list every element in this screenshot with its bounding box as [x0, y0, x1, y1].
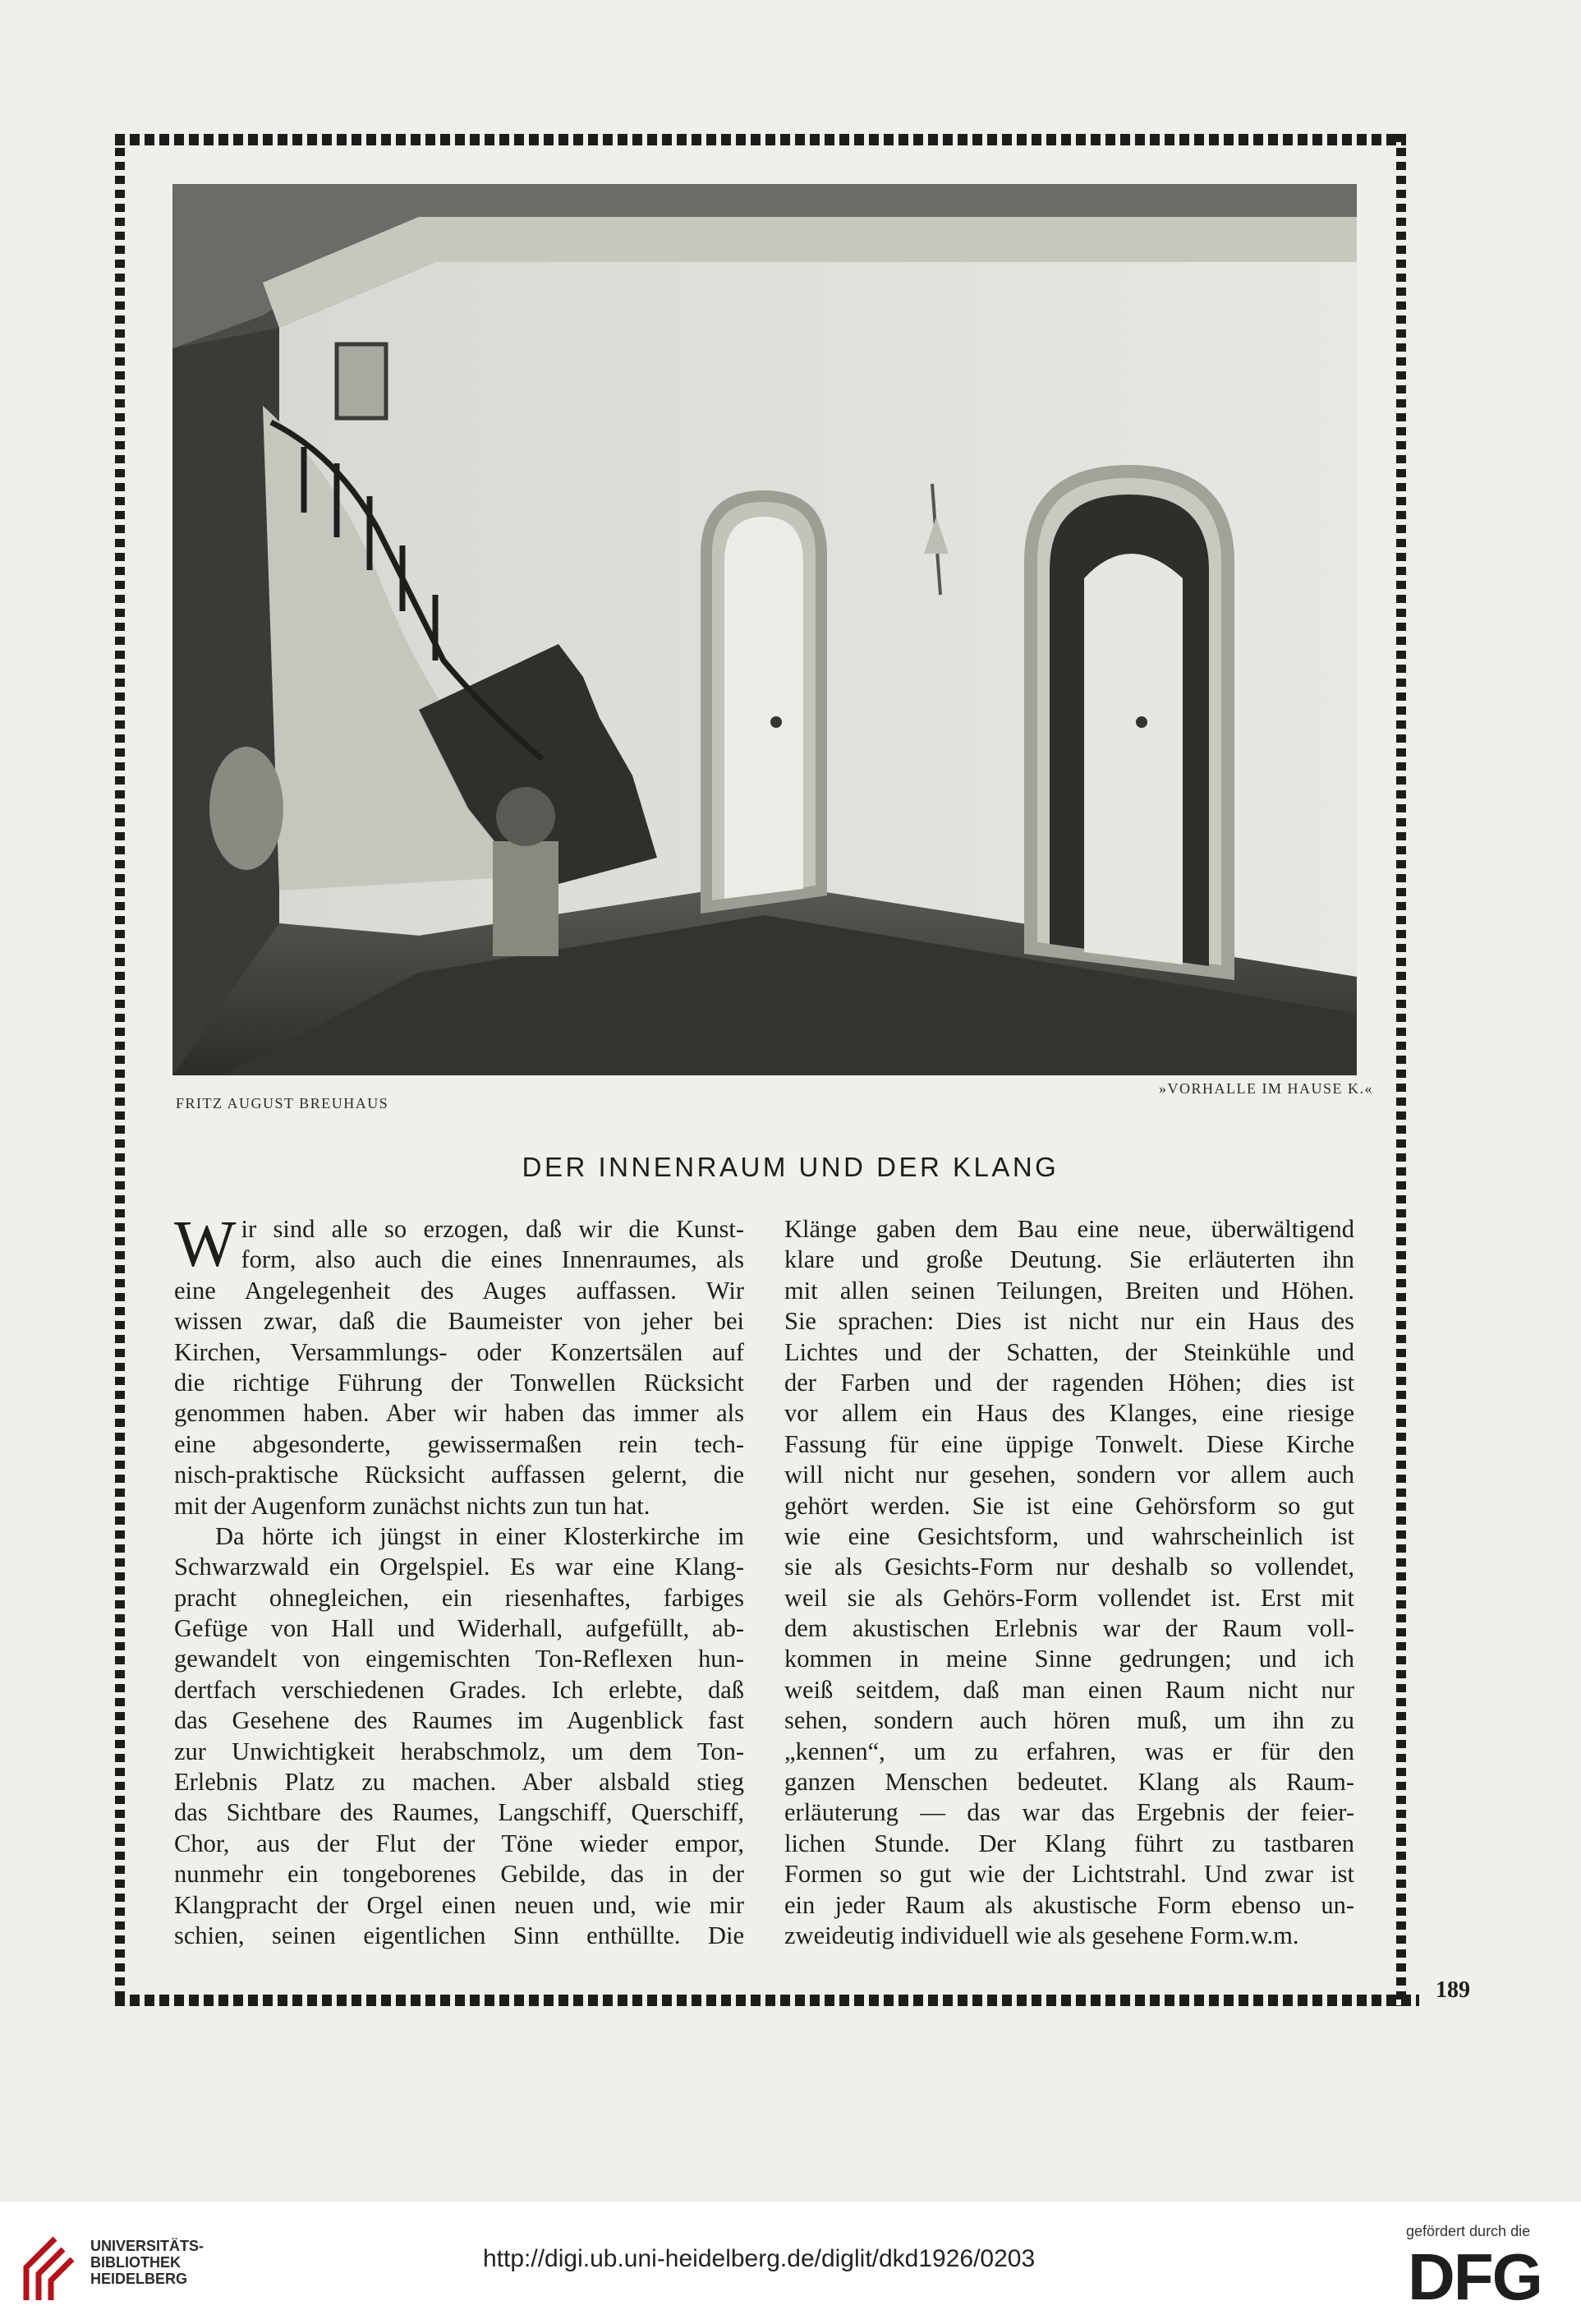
text-line: die richtige Führung der Tonwellen Rücksicht: [174, 1368, 744, 1397]
university-library-name: [90, 2238, 204, 2287]
text-line: gehört werden. Sie ist eine Gehörsform so gut: [784, 1491, 1354, 1520]
text-line: gewandelt von eingemischten Ton-Reflexen hun-: [174, 1645, 744, 1673]
text-line: wissen zwar, daß die Baumeister von jeher bei: [174, 1307, 744, 1336]
text-line: klare und große Deutung. Sie erläuterten ihn: [784, 1245, 1354, 1274]
text-line: Erlebnis Platz zu machen. Aber alsbald stieg: [174, 1768, 744, 1797]
library-line: HEIDELBERG: [90, 2271, 188, 2287]
text-line: Formen so gut wie der Lichtstrahl. Und zwar ist: [784, 1860, 1354, 1889]
page-number: 189: [1436, 1977, 1470, 2003]
text-line: sehen, sondern auch hören muß, um ihn zu: [784, 1706, 1354, 1735]
text-line: weil sie als Gehörs-Form vollendet ist. Erst mit: [784, 1583, 1354, 1612]
text-line: wie eine Gesichtsform, und wahrscheinlich ist: [784, 1521, 1354, 1550]
text-line: das Gesehene des Raumes im Augenblick fast: [174, 1706, 744, 1735]
hallway-photograph: [172, 184, 1357, 1075]
library-line: BIBLIOTHEK: [90, 2254, 181, 2271]
frame-left: [115, 134, 125, 2006]
text-line: ir sind alle so erzogen, daß wir die Kunst-: [241, 1215, 744, 1243]
text-line: erläuterung — das war das Ergebnis der feier-: [784, 1798, 1354, 1827]
text-line: genommen haben. Aber wir haben das immer als: [174, 1399, 744, 1428]
drop-cap: W: [174, 1208, 237, 1281]
text-line: sie als Gesichts-Form nur deshalb so vollendet,: [784, 1553, 1354, 1581]
text-line: zur Unwichtigkeit herabschmolz, um dem Ton-: [174, 1737, 744, 1765]
dfg-logo[interactable]: DFG: [1408, 2240, 1542, 2313]
right-column: [784, 1214, 1354, 1951]
funding-note: gefördert durch die: [1406, 2223, 1531, 2239]
text-line: zweideutig individuell wie als gesehene Form.w.m.: [784, 1921, 1299, 1949]
frame-top: [115, 134, 1406, 145]
article-title: DER INNENRAUM UND DER KLANG: [522, 1152, 1059, 1182]
text-line: Fassung für eine üppige Tonwelt. Diese Kirche: [784, 1429, 1354, 1458]
frame-bottom: [115, 1995, 1419, 2006]
text-line: Sie sprachen: Dies ist nicht nur ein Haus des: [784, 1307, 1354, 1336]
photo-title: »VORHALLE IM HAUSE K.«: [1159, 1080, 1373, 1097]
text-line: der Farben und der ragenden Höhen; dies ist: [784, 1368, 1354, 1397]
text-line: Lichtes und der Schatten, der Steinkühle und: [784, 1337, 1354, 1366]
text-line: Klangpracht der Orgel einen neuen und, wie mir: [174, 1890, 744, 1919]
text-line: lichen Stunde. Der Klang führt zu tastbaren: [784, 1829, 1354, 1857]
text-line: mit der Augenform zunächst nichts zun tun hat.: [174, 1491, 650, 1520]
text-line: eine Angelegenheit des Auges auffassen. Wir: [174, 1276, 744, 1305]
text-line: Gefüge von Hall und Widerhall, aufgefüllt, ab-: [174, 1614, 744, 1643]
text-line: pracht ohnegleichen, ein riesenhaftes, farbiges: [174, 1583, 744, 1612]
photograph-icon: [172, 184, 1357, 1075]
text-line: Klänge gaben dem Bau eine neue, überwältigend: [784, 1215, 1354, 1243]
text-line: kommen in meine Sinne gedrungen; und ich: [784, 1645, 1354, 1673]
text-line: eine abgesonderte, gewissermaßen rein tech-: [174, 1429, 744, 1458]
text-line: nunmehr ein tongeborenes Gebilde, das in der: [174, 1860, 744, 1889]
text-line: Chor, aus der Flut der Töne wieder empor,: [174, 1829, 744, 1857]
library-line: UNIVERSITÄTS-: [90, 2238, 205, 2254]
photo-credit: FRITZ AUGUST BREUHAUS: [176, 1095, 389, 1111]
text-line: mit allen seinen Teilungen, Breiten und Höhen.: [784, 1276, 1354, 1305]
frame-right: [1396, 134, 1406, 2006]
text-line: dem akustischen Erlebnis war der Raum voll-: [784, 1614, 1354, 1643]
text-line: „kennen“, um zu erfahren, was er für den: [784, 1737, 1354, 1765]
text-line: schien, seinen eigentlichen Sinn enthüllte. Die: [174, 1921, 744, 1949]
text-line: dertfach verschiedenen Grades. Ich erlebte, daß: [174, 1675, 744, 1704]
text-line: weiß seitdem, daß man einen Raum nicht nur: [784, 1675, 1354, 1704]
text-line: Kirchen, Versammlungs- oder Konzertsälen auf: [174, 1337, 744, 1366]
university-library-logo-icon[interactable]: [18, 2226, 82, 2312]
text-line: form, also auch die eines Innenraumes, als: [241, 1245, 744, 1274]
text-line: das Sichtbare des Raumes, Langschiff, Querschiff,: [174, 1798, 744, 1827]
text-line: Da hörte ich jüngst in einer Klosterkirche im: [215, 1521, 744, 1550]
permalink-url[interactable]: http://digi.ub.uni-heidelberg.de/diglit/dkd1926/0203: [483, 2245, 1036, 2272]
left-column: [174, 1208, 744, 1951]
text-line: ein jeder Raum als akustische Form ebenso un-: [784, 1890, 1354, 1919]
text-line: will nicht nur gesehen, sondern vor allem auch: [784, 1461, 1354, 1489]
text-line: vor allem ein Haus des Klanges, eine riesige: [784, 1399, 1354, 1428]
text-line: Schwarzwald ein Orgelspiel. Es war eine Klang-: [174, 1553, 744, 1581]
text-line: ganzen Menschen bedeutet. Klang als Raum-: [784, 1768, 1354, 1797]
text-line: nisch-praktische Rücksicht auffassen gelernt, die: [174, 1461, 744, 1489]
